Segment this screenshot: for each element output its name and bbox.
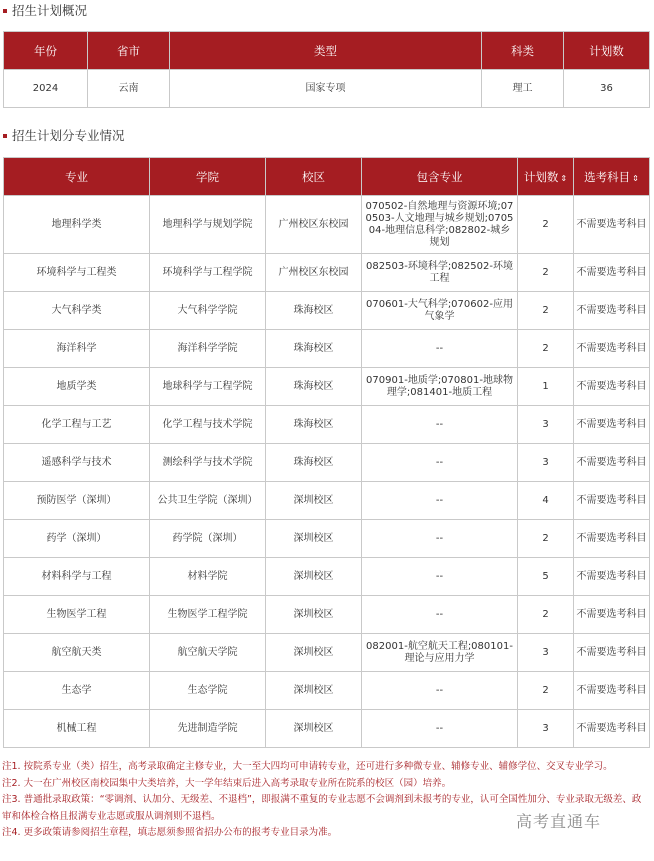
cell-included-majors: -- (362, 330, 518, 368)
cell-college: 大气科学学院 (150, 292, 266, 330)
cell-subjects: 不需要选考科目 (574, 520, 650, 558)
cell-major: 药学（深圳） (4, 520, 150, 558)
note-4: 注4. 更多政策请参阅招生章程，填志愿须参照省招办公布的报考专业目录为准。 (2, 827, 338, 838)
cell-plan-count: 3 (518, 444, 574, 482)
header-province: 省市 (88, 32, 170, 70)
cell-major: 遥感科学与技术 (4, 444, 150, 482)
cell-subjects: 不需要选考科目 (574, 596, 650, 634)
cell-campus: 珠海校区 (266, 368, 362, 406)
cell-subjects: 不需要选考科目 (574, 254, 650, 292)
cell-major: 生物医学工程 (4, 596, 150, 634)
cell-major: 大气科学类 (4, 292, 150, 330)
cell-campus: 珠海校区 (266, 406, 362, 444)
table-row (4, 406, 650, 444)
header-year: 年份 (4, 32, 88, 70)
cell-plan-count: 5 (518, 558, 574, 596)
table-row (4, 710, 650, 748)
cell-included-majors: -- (362, 482, 518, 520)
table-row (4, 292, 650, 330)
overview-table (3, 31, 650, 108)
cell-major: 地质学类 (4, 368, 150, 406)
cell-included-majors: 082001-航空航天工程;080101-理论与应用力学 (362, 634, 518, 672)
sort-icon[interactable]: ⇕ (560, 173, 568, 183)
table-row (4, 196, 650, 254)
cell-subjects: 不需要选考科目 (574, 368, 650, 406)
cell-campus: 珠海校区 (266, 330, 362, 368)
note-1: 注1. 按院系专业（类）招生，高考录取确定主修专业，大一至大四均可申请转专业，还可进行多种微专业、辅修专业、辅修学位、交叉专业学习。 (2, 761, 613, 772)
cell-plan-count: 2 (518, 196, 574, 254)
cell-subjects: 不需要选考科目 (574, 634, 650, 672)
cell-subjects: 不需要选考科目 (574, 196, 650, 254)
majors-header-row (4, 158, 650, 196)
cell-included-majors: 070601-大气科学;070602-应用气象学 (362, 292, 518, 330)
cell-subjects: 不需要选考科目 (574, 444, 650, 482)
table-row (4, 672, 650, 710)
cell-campus: 深圳校区 (266, 596, 362, 634)
cell-included-majors: -- (362, 596, 518, 634)
cell-college: 地球科学与工程学院 (150, 368, 266, 406)
cell-included-majors: -- (362, 710, 518, 748)
cell-subjects: 不需要选考科目 (574, 406, 650, 444)
cell-major: 生态学 (4, 672, 150, 710)
cell-plan-count: 4 (518, 482, 574, 520)
cell-college: 海洋科学学院 (150, 330, 266, 368)
cell-plan-count: 3 (518, 634, 574, 672)
cell-included-majors: -- (362, 558, 518, 596)
bullet-icon (3, 9, 7, 13)
cell-plan-count: 2 (518, 596, 574, 634)
cell-plan-count: 2 (518, 672, 574, 710)
cell-college: 公共卫生学院（深圳） (150, 482, 266, 520)
header-category: 科类 (482, 32, 564, 70)
table-row (4, 368, 650, 406)
cell-plan-count: 2 (518, 292, 574, 330)
overview-row (4, 70, 650, 108)
table-row (4, 254, 650, 292)
cell-major: 航空航天类 (4, 634, 150, 672)
cell-plan-count: 3 (518, 406, 574, 444)
cell-campus: 广州校区东校园 (266, 196, 362, 254)
overview-section-title: 招生计划概况 (0, 1, 87, 21)
cell-included-majors: 070502-自然地理与资源环境;070503-人文地理与城乡规划;070504-地理信息科学;082802-城乡规划 (362, 196, 518, 254)
table-row (4, 558, 650, 596)
cell-major: 预防医学（深圳） (4, 482, 150, 520)
table-row (4, 482, 650, 520)
cell-included-majors: -- (362, 406, 518, 444)
cell-included-majors: 082503-环境科学;082502-环境工程 (362, 254, 518, 292)
cell-campus: 深圳校区 (266, 672, 362, 710)
cell-included-majors: -- (362, 520, 518, 558)
cell-province: 云南 (88, 70, 170, 108)
note-3: 注3. 普通批录取政策：“零调剂、认加分、无级差、不退档”，即报满不重复的专业志愿不会调剂到未报考的专业，认可全国性加分、专业录取无级差、政审和体检合格且报满专业志愿或服从调剂则不退档。 (2, 794, 642, 822)
cell-campus: 深圳校区 (266, 634, 362, 672)
header-plan-count: 计划数 (564, 32, 650, 70)
header-subjects-sortable[interactable]: 选考科目 ⇕ (574, 158, 650, 196)
cell-college: 药学院（深圳） (150, 520, 266, 558)
cell-campus: 深圳校区 (266, 710, 362, 748)
table-row (4, 330, 650, 368)
cell-college: 先进制造学院 (150, 710, 266, 748)
cell-major: 海洋科学 (4, 330, 150, 368)
cell-campus: 深圳校区 (266, 558, 362, 596)
cell-plan-count: 36 (564, 70, 650, 108)
cell-college: 航空航天学院 (150, 634, 266, 672)
cell-type: 国家专项 (170, 70, 482, 108)
cell-major: 材料科学与工程 (4, 558, 150, 596)
cell-college: 化学工程与技术学院 (150, 406, 266, 444)
majors-section-title: 招生计划分专业情况 (0, 126, 125, 146)
cell-college: 环境科学与工程学院 (150, 254, 266, 292)
cell-subjects: 不需要选考科目 (574, 292, 650, 330)
cell-plan-count: 3 (518, 710, 574, 748)
cell-plan-count: 1 (518, 368, 574, 406)
cell-plan-count: 2 (518, 520, 574, 558)
cell-major: 环境科学与工程类 (4, 254, 150, 292)
watermark: 高考直通车 (516, 812, 602, 831)
header-college: 学院 (150, 158, 266, 196)
note-2: 注2. 大一在广州校区南校园集中大类培养，大一学年结束后进入高考录取专业所在院系的校区（园）培养。 (2, 777, 452, 789)
cell-college: 地理科学与规划学院 (150, 196, 266, 254)
cell-included-majors: 070901-地质学;070801-地球物理学;081401-地质工程 (362, 368, 518, 406)
cell-subjects: 不需要选考科目 (574, 672, 650, 710)
table-row (4, 520, 650, 558)
overview-header-row (4, 32, 650, 70)
header-major: 专业 (4, 158, 150, 196)
cell-campus: 深圳校区 (266, 482, 362, 520)
header-included-majors: 包含专业 (362, 158, 518, 196)
cell-subjects: 不需要选考科目 (574, 558, 650, 596)
cell-subjects: 不需要选考科目 (574, 482, 650, 520)
cell-college: 材料学院 (150, 558, 266, 596)
cell-category: 理工 (482, 70, 564, 108)
cell-plan-count: 2 (518, 330, 574, 368)
bullet-icon (3, 134, 7, 138)
cell-year: 2024 (4, 70, 88, 108)
cell-campus: 深圳校区 (266, 520, 362, 558)
cell-major: 地理科学类 (4, 196, 150, 254)
cell-subjects: 不需要选考科目 (574, 330, 650, 368)
cell-college: 生态学院 (150, 672, 266, 710)
majors-table (3, 157, 650, 748)
cell-campus: 广州校区东校园 (266, 254, 362, 292)
cell-plan-count: 2 (518, 254, 574, 292)
table-row (4, 634, 650, 672)
header-type: 类型 (170, 32, 482, 70)
cell-campus: 珠海校区 (266, 292, 362, 330)
cell-major: 机械工程 (4, 710, 150, 748)
cell-campus: 珠海校区 (266, 444, 362, 482)
cell-college: 测绘科学与技术学院 (150, 444, 266, 482)
header-campus: 校区 (266, 158, 362, 196)
cell-subjects: 不需要选考科目 (574, 710, 650, 748)
sort-icon[interactable]: ⇕ (632, 173, 639, 183)
table-row (4, 596, 650, 634)
header-plan-count-sortable[interactable]: 计划数 ⇕ (518, 158, 574, 196)
cell-included-majors: -- (362, 672, 518, 710)
cell-included-majors: -- (362, 444, 518, 482)
cell-major: 化学工程与工艺 (4, 406, 150, 444)
cell-college: 生物医学工程学院 (150, 596, 266, 634)
table-row (4, 444, 650, 482)
